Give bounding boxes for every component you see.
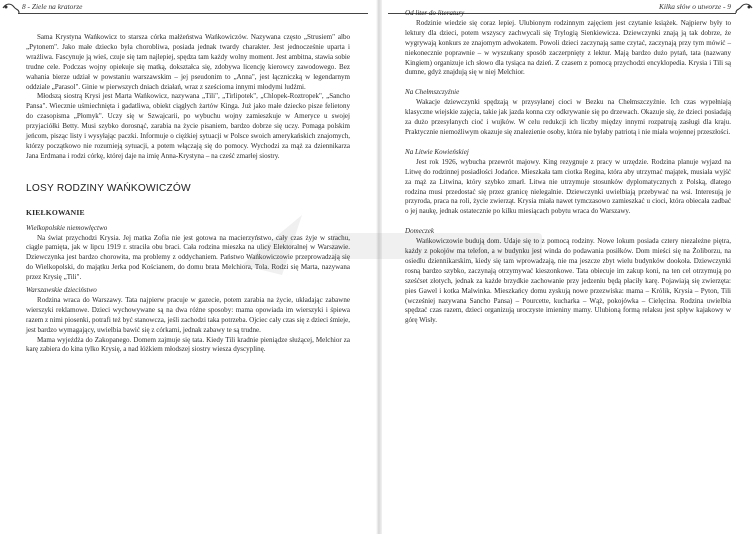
subheading: Warszawskie dzieciństwo (26, 286, 97, 295)
paragraph: Na świat przychodzi Krysia. Jej matka Zofia nie jest gotowa na macierzyństwo, cały czas żyje w strachu, ciągle pamięta, jak w lipcu 1919 r. straciła obu braci. Cała rodzina mieszka na ulicy Elektoralnej w Warszawie. Dziewczynka jest bardzo chorowita, ma problemy z oddychaniem. Państwo Wańkowiczowie przeprowadzają się do Wielkopolski, do majątku Jerka pod Kościanem, do domu brata Melchiora, Tola. Rodzi się Marta, nazywana przez Krysię „Tili". (26, 233, 350, 282)
paragraph: Wańkowiczowie budują dom. Udaje się to z pomocą rodziny. Nowe lokum posiada cztery niezależne piętra, każdy z pokojów ma telefon, a w budynku jest winda do podawania posiłków. Dom mieści się na Żoliborzu, na osiedlu dziennikarskim, kiedy się tam wprowadzają, nie ma jeszcze zbyt wielu budynków dookoła. Dziewczynki rosną bardzo szybko, zaczynają otrzymywać kieszonkowe. Tata obiecuje im zakup koni, na ten cel otrzymują po sześćset złotych, jednak za każde brzydkie zachowanie przy jedzeniu będą płaciły karę. Pojawiają się zwierzęta: pies Gawel i kotka Malwinka. Mieszkańcy domu zyskują nowe przezwiska: mama – Królik, Krysia – Pyton, Tili (wcześniej nazywana Sancho Pansa) – Pourcette, kucharka – Wąż, pokojówka – Cielęcina. Rodzina uwielbia spędzać czas razem, dzieci organizują uroczyste imieniny mamy. Ulubioną formą relaksu jest spływ kajakowy w górę Wisły. (405, 237, 731, 325)
subheading: Na Chełmszczyźnie (405, 88, 460, 97)
right-page-column (405, 9, 731, 326)
page-header-right: Kilka słów o utworze - 9 (658, 2, 731, 11)
right-ornament-icon (735, 2, 753, 14)
section-title: LOSY RODZINY WAŃKOWICZÓW (26, 182, 191, 194)
subsection-title: KIEŁKOWANIE (26, 207, 85, 217)
subheading: Wielkopolskie niemowlęctwo (26, 223, 108, 232)
paragraph: Jest rok 1926, wybucha przewrót majowy. King rezygnuje z pracy w urzędzie. Rodzina planuje wyjazd na Litwę do rodzinnej posiadłości Jodańce. Mieszkała tam ciotka Regina, która aby utrzymać majątek, musiała wyjść za mąż za Litwina, który szybko zmarł. Litwa nie utrzymuje stosunków dyplomatycznych z Polską, dlatego rodzina musi przedostać się przez granicę nielegalnie. Dziewczynki uwielbiają przebywać na wsi. Interesują je przyroda, praca na roli, życie zwierząt. Krysia miała nawet tymczasowo zamieszkać u cioci, która obiecała zadbać o jej naukę, jednak ostatecznie po kilku miesiącach pobytu wraca do Warszawy. (405, 157, 731, 216)
subheading: Na Litwie Kowieńskiej (405, 147, 469, 156)
left-page-column (26, 33, 350, 355)
header-rule-left (18, 13, 368, 14)
paragraph: Wakacje dziewczynki spędzają w przysyłanej cioci w Bezku na Chełmszczyźnie. Ich czas wypełniają klasyczne wiejskie zajęcia, takie jak jazda konna czy odkrywanie się po drzewach. Okazuje się, że dzieci posiadają za dużo przesyłanych cioć i wujków. W celu redukcji ich liczby między innymi rozpatrują zasługi dla kraju. Praktycznie niemożliwym okazuje się znalezienie osoby, która nie byłaby patriotą i nie miała wojennej przeszłości. (405, 98, 731, 136)
paragraph: Rodzina wraca do Warszawy. Tata najpierw pracuje w gazecie, potem zarabia na życie, układając zabawne wierszyki reklamowe. Dzieci wychowywane są na dwa różne sposoby: mama opowiada im wierszyki i śpiewa razem z nimi piosenki, potrafi też być stanowcza, jeśli zachodzi taka potrzeba. Ojciec cały czas się z dzieci śmieje, jest bardzo wymagający, uwielbia bawić się z córkami, jednak zabawy te są trudne. (26, 295, 350, 334)
subheading: Od liter do literatury (405, 9, 465, 17)
page-header-left: 8 - Ziele na kratorze (22, 2, 83, 11)
paragraph: Młodszą siostrą Krysi jest Marta Wańkowicz, nazywana „Tili", „Tirlipotek", „Chlopek-Roztropek", „Sancho Pansa". Wiecznie uśmiechnięta i gadatliwa, obiekt ciągłych żartów Kinga. Już jako małe dziecko pisze felietony do czasopisma „Płomyk". Uczy się w Szwajcarii, po wybuchu wojny zamieszkuje w Ameryce u swojej przyjaciółki Betty. Musi szybko dorosnąć, zarabia na życie pisaniem, bardzo dobrze się uczy. Pomaga polskim jeńcom, pisząc listy i wysyłając paczki. Informuje o ciężkiej sytuacji w Polsce swoich amerykańskich znajomych, którzy początkowo nie rozumieją sytuacji, a potem włączają się do pomocy. Wychodzi za mąż za dziennikarza Jana Erdmana i rodzi córkę, której daje na imię Anna-Krystyna – na cześć zmarłej siostry. (26, 92, 350, 160)
subheading: Domeczek (405, 227, 434, 236)
paragraph: Sama Krystyna Wańkowicz to starsza córka małżeństwa Wańkowiczów. Nazywana często „Strusiem" albo „Pytonem". Jako małe dziecko była chorobliwa, posiada jednak twardy charakter. Jest jednocześnie uparta i wrażliwa. Fascynuje ją wieś, czuje się tam najlepiej, spędza tam każdy wolny moment. Jest ambitna, stawia sobie trudne cele. Podczas wojny opiekuje się matką, dokształca się, zdobywa licencję kierowcy zawodowego. Bez wahania bierze udział w powstaniu warszawskim – jej pseudonim to „Anna", jest łączniczką w legendarnym oddziale „Parasol". Ginie w pierwszych dniach działań, wraz z sześcioma innymi młodymi ludźmi. (26, 33, 350, 91)
paragraph: Rodzinie wiedzie się coraz lepiej. Ulubionym rodzinnym zajęciem jest czytanie książek. Najpierw były to lektury dla dzieci, potem wszyscy zachwycali się Trylogią Sienkiewicza. Dziewczynki znają ją tak dobrze, że wygrywają konkurs ze znajomym adwokatem. Powoli dzieci zaczynają same czytać, zaczynają przy tym mówić – niekonecznie poprawnie – w wyszukany sposób zaczerpnięty z lektur. Mają bardzo dużo pytań, tata (nazwany Kingiem) organizuje ich słowo dla tysiąca na dzień. Z czasem z pomocą przychodzi encyklopedia. Krysia i Tili są dumne, gdyż znajdują się w niej Melchior. (405, 18, 731, 77)
paragraph: Mama wyjeżdża do Zakopanego. Domem zajmuje się tata. Kiedy Tili kradnie pieniądze służącej, Melchior za karę zabiera do kina tylko Krysię, a nad łóżkiem młodszej siostry wiesza dyscyplinę. (26, 335, 350, 354)
